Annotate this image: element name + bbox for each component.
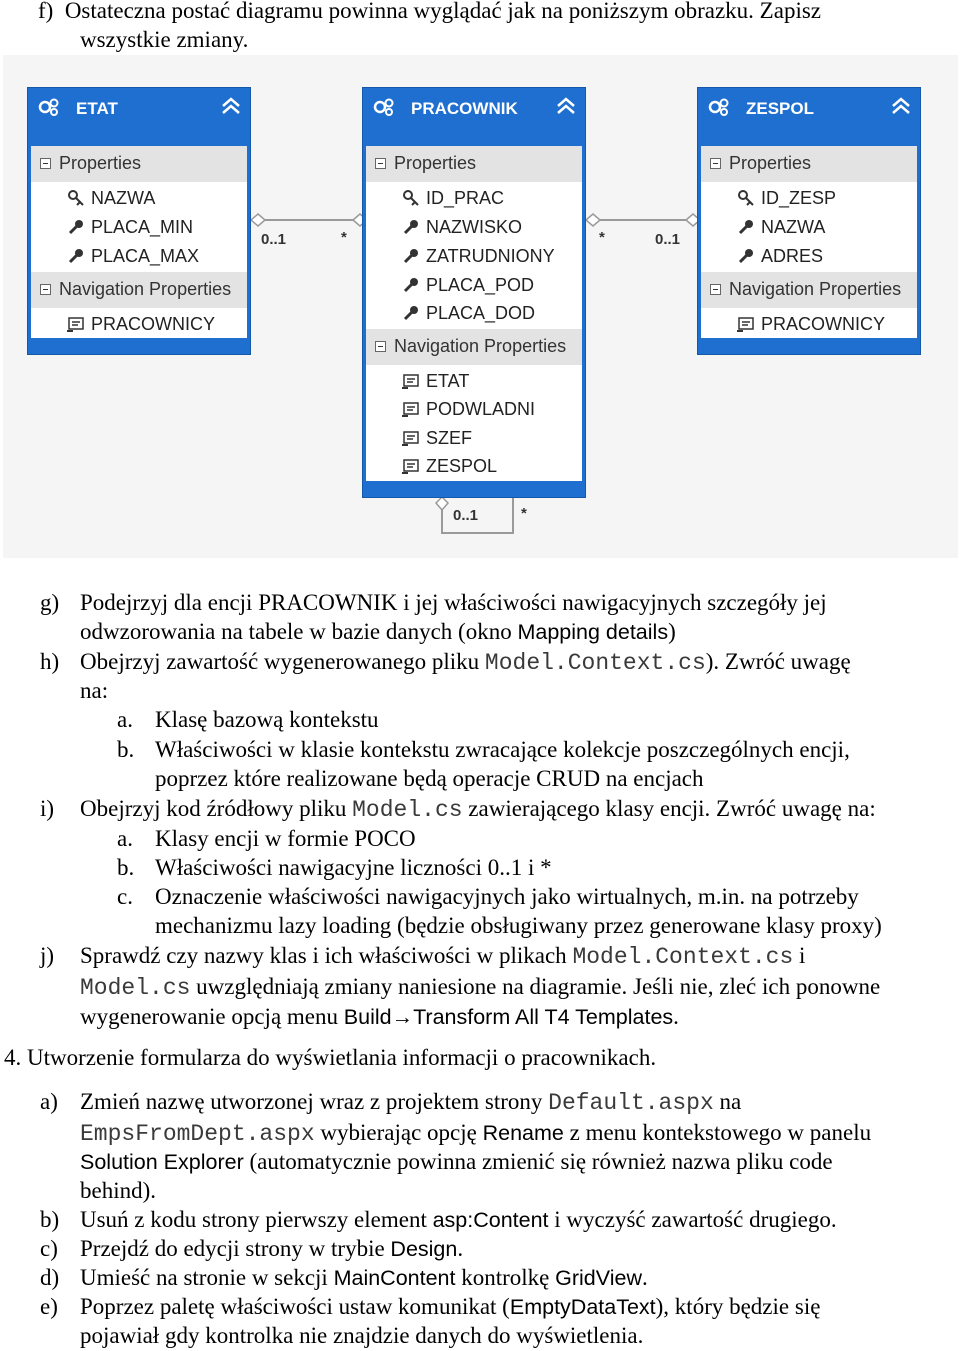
- collapse-square-icon[interactable]: [40, 158, 51, 169]
- ui-term: EmptyDataText: [509, 1295, 656, 1319]
- item-4a-line4: behind).: [80, 1178, 157, 1203]
- multiplicity-label: 0..1: [261, 231, 287, 248]
- collapse-square-icon[interactable]: [375, 341, 386, 352]
- multiplicity-label: *: [521, 505, 527, 522]
- collapse-icon[interactable]: [220, 95, 242, 117]
- multiplicity-label: *: [599, 229, 605, 246]
- navigation-property-icon: [67, 315, 85, 333]
- item-j-line2: Model.cs uwzględniają zmiany naniesione na diagramie. Jeśli nie, zleć ich ponowne: [80, 974, 881, 1001]
- item-4a-line1: Zmień nazwę utworzonej wraz z projektem strony Default.aspx na: [80, 1089, 742, 1116]
- item-h-line1: Obejrzyj zawartość wygenerowanego pliku Model.Context.cs). Zwróć uwagę: [80, 649, 851, 676]
- navigation-section-header[interactable]: Navigation Properties: [701, 272, 917, 308]
- item-4c-line1: Przejdź do edycji strony w trybie Design.: [80, 1236, 464, 1261]
- filename: Model.Context.cs: [484, 650, 706, 676]
- wrench-icon: [737, 218, 755, 236]
- instruction-f-line1: [38, 0, 821, 25]
- key-icon: [402, 189, 420, 207]
- navigation-property-icon: [402, 429, 420, 447]
- navigation-property-icon: [737, 315, 755, 333]
- wrench-icon: [402, 247, 420, 265]
- wrench-icon: [67, 218, 85, 236]
- entity-header: [28, 88, 250, 146]
- navigation-section-header[interactable]: Navigation Properties: [31, 272, 247, 308]
- entity-header: [698, 88, 920, 146]
- navigation-property-icon: [402, 372, 420, 390]
- item-h-line2: na:: [80, 678, 109, 703]
- entity-class-icon: [371, 96, 397, 118]
- entity-body: Properties ID_PRAC NAZWISKO ZATRUDNIONY PLACA_POD PLACA_DOD Navigation Properties ETAT PODWLADNI SZEF ZESPOL: [366, 146, 582, 481]
- subitem-marker: c.: [117, 884, 133, 909]
- filename: Model.Context.cs: [572, 944, 794, 970]
- subitem-text: Klasy encji w formie POCO: [155, 826, 416, 851]
- item-4d-line1: Umieść na stronie w sekcji MainContent kontrolkę GridView.: [80, 1265, 648, 1290]
- collapse-square-icon[interactable]: [710, 158, 721, 169]
- key-icon: [67, 189, 85, 207]
- item-j-marker: j): [40, 943, 55, 968]
- entity-etat[interactable]: [27, 87, 251, 355]
- item-4b-marker: b): [40, 1207, 60, 1232]
- item-4a-marker: a): [40, 1089, 58, 1114]
- association-diamond: [436, 497, 448, 510]
- filename: Model.cs: [80, 975, 191, 1001]
- multiplicity-label: 0..1: [453, 507, 479, 524]
- item-4a-line2: EmpsFromDept.aspx wybierając opcję Rename z menu kontekstowego w panelu: [80, 1120, 872, 1147]
- association-diamond: [586, 214, 600, 226]
- wrench-icon: [67, 247, 85, 265]
- navigation-section-header[interactable]: Navigation Properties: [366, 329, 582, 365]
- ui-term: asp:Content: [432, 1208, 549, 1232]
- collapse-square-icon[interactable]: [375, 158, 386, 169]
- properties-section-header[interactable]: Properties: [366, 146, 582, 182]
- entity-body: Properties ID_ZESP NAZWA ADRES Navigation Properties PRACOWNICY: [701, 146, 917, 338]
- subitem-text: Właściwości w klasie kontekstu zwracające kolekcje poszczególnych encji,: [155, 737, 850, 762]
- entity-class-icon: [36, 96, 62, 118]
- ui-term: MainContent: [333, 1266, 456, 1290]
- item-4e-marker: e): [40, 1294, 58, 1319]
- key-icon: [737, 189, 755, 207]
- item-i-line1: Obejrzyj kod źródłowy pliku Model.cs zawierającego klasy encji. Zwróć uwagę na:: [80, 796, 876, 823]
- subitem-marker: b.: [117, 855, 135, 880]
- instruction-f-text: f) Ostateczna postać diagramu powinna wyglądać jak na poniższym obrazku. Zapisz: [38, 0, 821, 23]
- item-j-line1: Sprawdź czy nazwy klas i ich właściwości w plikach Model.Context.cs i: [80, 943, 806, 970]
- entity-header: [363, 88, 585, 146]
- filename: EmpsFromDept.aspx: [80, 1121, 315, 1147]
- subitem-marker: a.: [117, 707, 133, 732]
- entity-body: Properties NAZWA PLACA_MIN PLACA_MAX Navigation Properties PRACOWNICY: [31, 146, 247, 338]
- subitem-text: Właściwości nawigacyjne liczności 0..1 i *: [155, 855, 552, 880]
- subitem-marker: a.: [117, 826, 133, 851]
- subitem-text: Klasę bazową kontekstu: [155, 707, 379, 732]
- item-4e-line2: pojawiał gdy kontrolka nie znajdzie danych do wyświetlenia.: [80, 1323, 644, 1348]
- ui-term: Rename: [482, 1121, 564, 1145]
- wrench-icon: [402, 218, 420, 236]
- collapse-square-icon[interactable]: [40, 284, 51, 295]
- association-diamond: [251, 214, 265, 226]
- menu-path: Build→Transform All T4 Templates: [343, 1005, 674, 1029]
- entity-pracownik[interactable]: [362, 87, 586, 498]
- properties-section-header[interactable]: Properties: [701, 146, 917, 182]
- instruction-f-line2: wszystkie zmiany.: [80, 27, 249, 52]
- item-4c-marker: c): [40, 1236, 58, 1261]
- subitem-text-cont: poprzez które realizowane będą operacje CRUD na encjach: [155, 766, 704, 791]
- entity-class-icon: [706, 96, 732, 118]
- item-g-line2: odwzorowania na tabele w bazie danych (okno Mapping details): [80, 619, 676, 644]
- item-j-line3: wygenerowanie opcją menu Build→Transform All T4 Templates.: [80, 1004, 679, 1029]
- section-4-heading: 4. Utworzenie formularza do wyświetlania informacji o pracownikach.: [4, 1045, 657, 1070]
- filename: Default.aspx: [548, 1090, 714, 1116]
- ui-term: Design: [390, 1237, 458, 1261]
- collapse-square-icon[interactable]: [710, 284, 721, 295]
- entity-title: ZESPOL: [746, 99, 815, 118]
- filename: Model.cs: [352, 797, 463, 823]
- multiplicity-label: *: [341, 229, 347, 246]
- wrench-icon: [402, 276, 420, 294]
- entity-title: PRACOWNIK: [411, 99, 518, 118]
- item-4d-marker: d): [40, 1265, 60, 1290]
- entity-title: ETAT: [76, 99, 118, 118]
- item-4e-line1: Poprzez paletę właściwości ustaw komunikat (EmptyDataText), który będzie się: [80, 1294, 821, 1319]
- collapse-icon[interactable]: [555, 95, 577, 117]
- ui-term: Mapping details: [517, 620, 669, 644]
- entity-zespol[interactable]: [697, 87, 921, 355]
- navigation-property-icon: [402, 400, 420, 418]
- ui-term: GridView: [555, 1266, 642, 1290]
- item-g-marker: g): [40, 590, 60, 615]
- navigation-property-icon: [402, 457, 420, 475]
- item-i-marker: i): [40, 796, 55, 821]
- wrench-icon: [737, 247, 755, 265]
- item-4a-line3: Solution Explorer (automatycznie powinna zmienić się również nazwa pliku code: [80, 1149, 833, 1174]
- wrench-icon: [402, 304, 420, 322]
- ui-term: Solution Explorer: [80, 1150, 244, 1174]
- properties-section-header[interactable]: Properties: [31, 146, 247, 182]
- item-g-line1: Podejrzyj dla encji PRACOWNIK i jej właściwości nawigacyjnych szczegóły jej: [80, 590, 827, 615]
- subitem-marker: b.: [117, 737, 135, 762]
- subitem-text-cont: mechanizmu lazy loading (będzie obsługiwany przez generowane klasy proxy): [155, 913, 882, 938]
- item-4b-line1: Usuń z kodu strony pierwszy element asp:Content i wyczyść zawartość drugiego.: [80, 1207, 837, 1232]
- subitem-text: Oznaczenie właściwości nawigacyjnych jako wirtualnych, m.in. na potrzeby: [155, 884, 859, 909]
- entity-diagram: [3, 55, 958, 558]
- collapse-icon[interactable]: [890, 95, 912, 117]
- multiplicity-label: 0..1: [655, 231, 681, 248]
- item-h-marker: h): [40, 649, 60, 674]
